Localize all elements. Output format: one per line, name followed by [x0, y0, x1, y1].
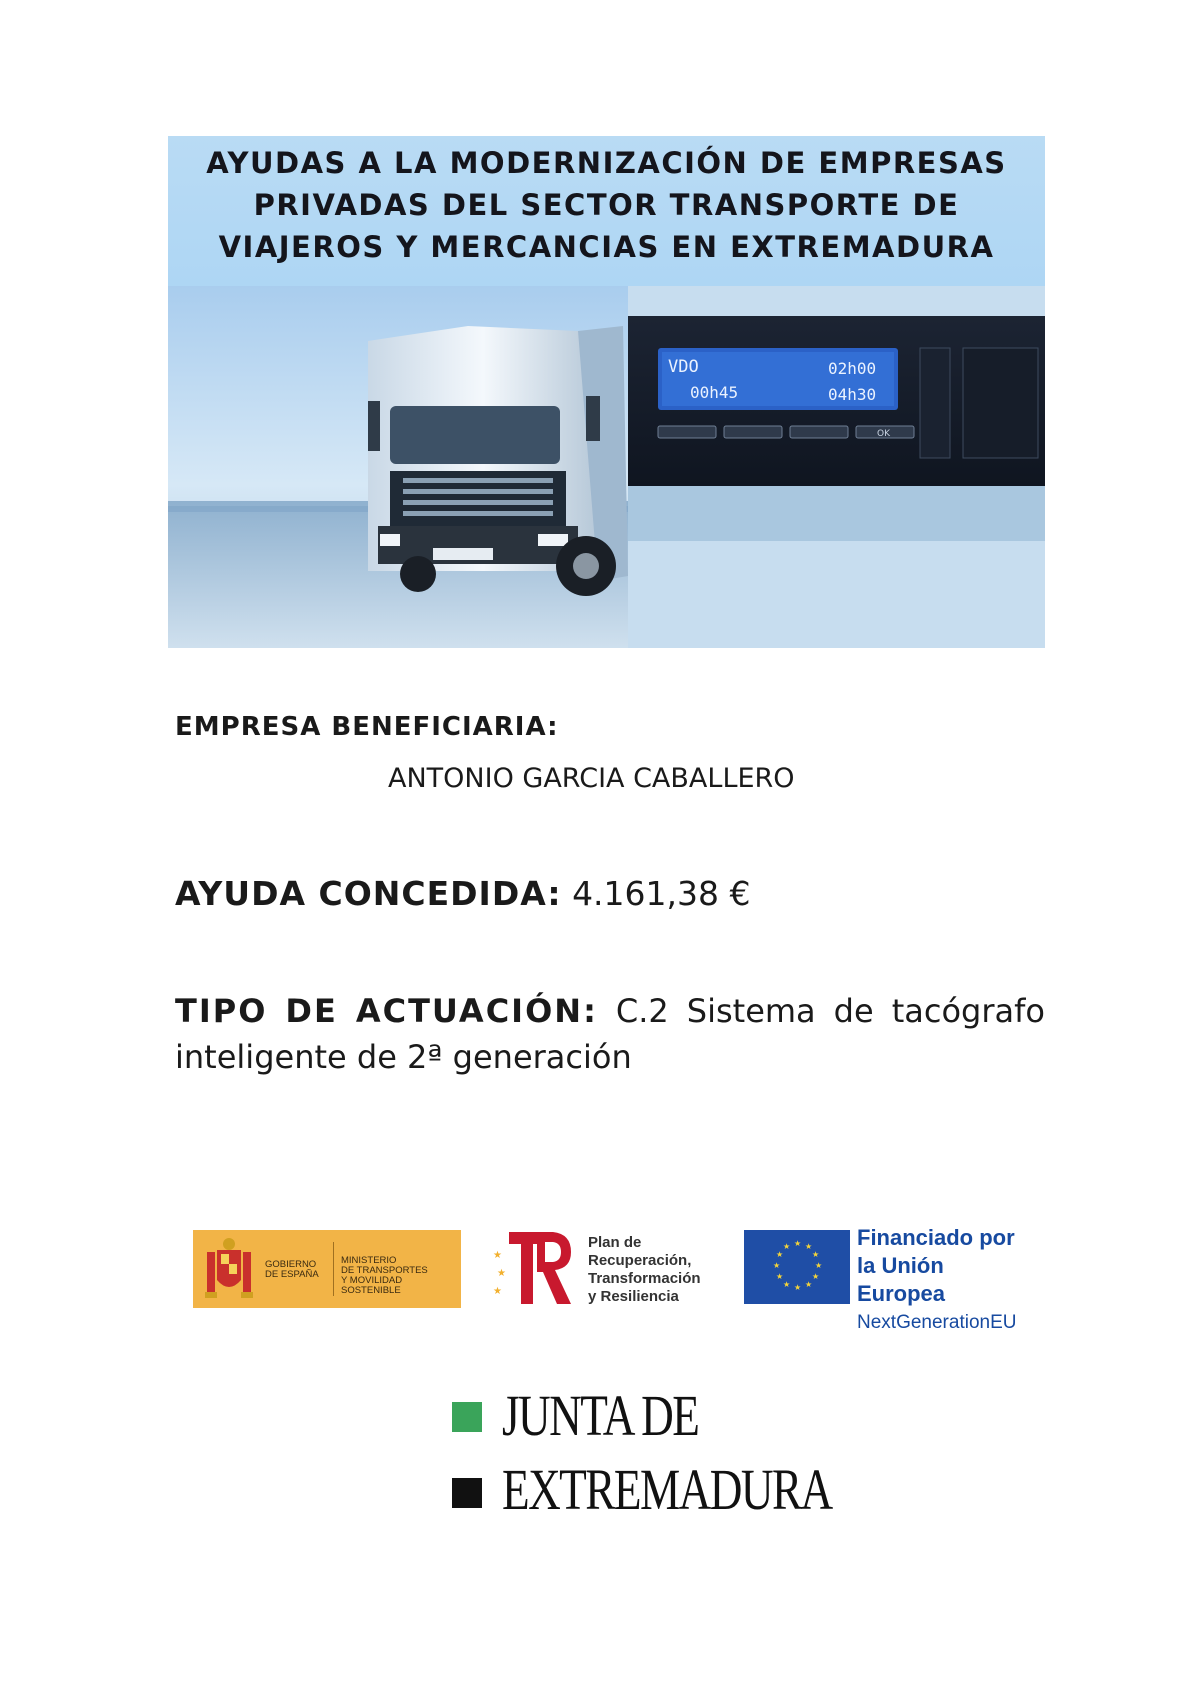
coat-of-arms-icon [199, 1230, 259, 1308]
svg-text:★: ★ [805, 1280, 813, 1289]
beneficiary-label: EMPRESA BENEFICIARIA: [175, 712, 559, 742]
action-label-word-3: ACTUACIÓN: [355, 992, 598, 1030]
funding-logos [193, 1224, 1033, 1333]
svg-text:★: ★ [493, 1250, 502, 1261]
tacho-ok-label: OK [877, 429, 890, 439]
action-word-2: Sistema [686, 992, 816, 1030]
header-banner [168, 136, 1045, 648]
action-word-4: tacógrafo [891, 992, 1045, 1030]
truck-tachograph-image [168, 286, 1045, 648]
action-label-word-1: TIPO [175, 992, 268, 1030]
svg-text:★: ★ [794, 1283, 802, 1292]
tachograph-display [658, 348, 898, 410]
eu-line-2: la Unión Europea [857, 1253, 946, 1306]
action-type [175, 988, 1045, 1080]
junta-extremadura-logo [452, 1383, 832, 1528]
junta-line-2: EXTREMADURA [502, 1457, 832, 1522]
green-square-icon [452, 1402, 482, 1432]
aid-amount: 4.161,38 € [572, 874, 751, 913]
banner-title-line-2: PRIVADAS DEL SECTOR TRANSPORTE DE [253, 188, 960, 222]
tacho-readout-2: 00h45 [690, 383, 739, 402]
truck [368, 326, 628, 596]
black-square-icon [452, 1478, 482, 1508]
prtr-line-2: Recuperación, [588, 1252, 692, 1269]
svg-text:★: ★ [812, 1272, 820, 1281]
junta-line-1: JUNTA DE [502, 1383, 699, 1448]
action-word-3: de [833, 992, 874, 1030]
svg-text:★: ★ [783, 1280, 791, 1289]
tacho-readout-1: 02h00 [828, 359, 877, 378]
prtr-text [588, 1234, 701, 1306]
aid-label: AYUDA CONCEDIDA: [175, 874, 562, 913]
svg-text:★: ★ [794, 1239, 802, 1248]
svg-text:★: ★ [812, 1250, 820, 1259]
banner-title-line-1: AYUDAS A LA MODERNIZACIÓN DE EMPRESAS [206, 146, 1007, 180]
svg-text:★: ★ [773, 1261, 781, 1270]
prtr-logo-icon [491, 1228, 581, 1308]
ministerio-line-2: DE TRANSPORTES [341, 1265, 428, 1276]
action-word-1: C.2 [615, 992, 669, 1030]
banner-title-line-3: VIAJEROS Y MERCANCIAS EN EXTREMADURA [218, 230, 995, 264]
svg-text:★: ★ [493, 1286, 502, 1297]
eu-funding-text [857, 1224, 1033, 1338]
banner-title [168, 136, 1045, 286]
action-line-2: inteligente de 2ª generación [175, 1038, 632, 1076]
aid-row [175, 874, 751, 913]
svg-text:★: ★ [776, 1272, 784, 1281]
eu-line-1: Financiado por [857, 1225, 1015, 1250]
tacho-brand: VDO [668, 357, 699, 377]
gobierno-line-2: DE ESPAÑA [265, 1269, 319, 1280]
ministerio-line-1: MINISTERIO [341, 1255, 397, 1266]
prtr-line-1: Plan de [588, 1234, 642, 1251]
svg-text:★: ★ [783, 1242, 791, 1251]
svg-text:★: ★ [815, 1261, 823, 1270]
svg-text:★: ★ [497, 1268, 506, 1279]
gobierno-espana-logo [193, 1230, 461, 1308]
beneficiary-name: ANTONIO GARCIA CABALLERO [388, 763, 795, 794]
svg-text:★: ★ [805, 1242, 813, 1251]
action-label-word-2: DE [285, 992, 338, 1030]
prtr-line-4: y Resiliencia [588, 1288, 679, 1305]
eu-line-3: NextGenerationEU [857, 1312, 1017, 1333]
eu-flag-icon [744, 1230, 850, 1304]
tacho-readout-3: 04h30 [828, 385, 877, 404]
svg-text:★: ★ [776, 1250, 784, 1259]
gobierno-line-1: GOBIERNO [265, 1259, 317, 1270]
ministerio-line-3: Y MOVILIDAD SOSTENIBLE [341, 1275, 403, 1296]
prtr-line-3: Transformación [588, 1270, 701, 1287]
